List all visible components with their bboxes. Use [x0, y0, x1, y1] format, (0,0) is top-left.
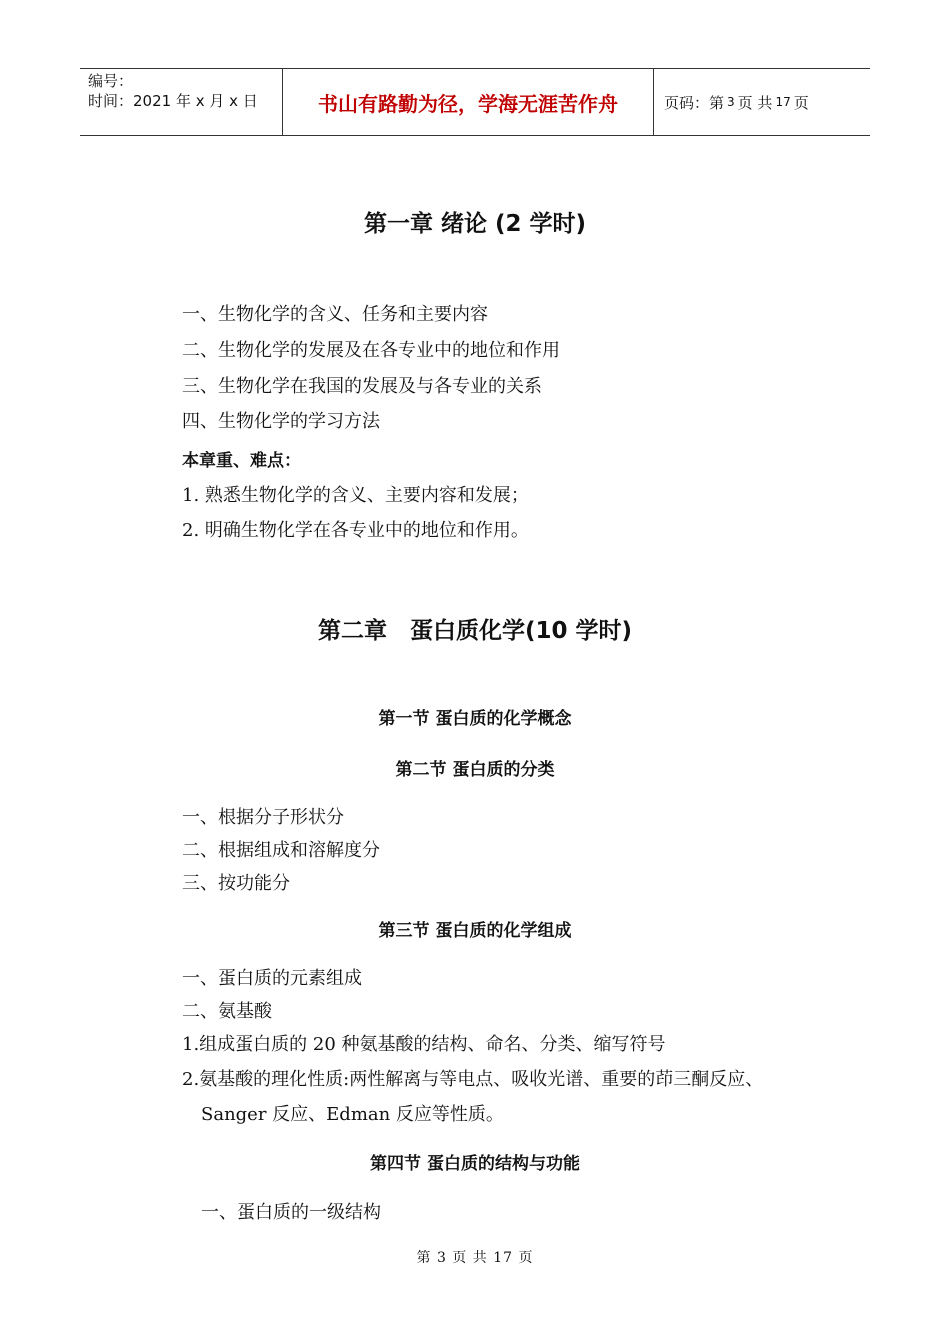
section4-item: 一、蛋白质的一级结构: [201, 1202, 381, 1223]
chapter1-item: 二、生物化学的发展及在各专业中的地位和作用: [182, 340, 560, 361]
section3-item: Sanger 反应、Edman 反应等性质。: [201, 1104, 504, 1125]
section4-title: 第四节 蛋白质的结构与功能: [370, 1154, 580, 1174]
chapter1-item: 三、生物化学在我国的发展及与各专业的关系: [182, 376, 542, 397]
chapter1-item: 四、生物化学的学习方法: [182, 411, 380, 432]
chapter1-title: 第一章 绪论 (2 学时): [363, 211, 587, 237]
date-line: 时间：2021 年 x 月 x 日: [88, 92, 258, 110]
section3-item: 一、蛋白质的元素组成: [182, 968, 362, 989]
page-current: 3: [727, 95, 735, 109]
section2-item: 二、根据组成和溶解度分: [182, 840, 380, 861]
serial-label: 编号：: [88, 72, 134, 90]
page-prefix: 页码：第: [664, 93, 725, 112]
chapter1-item: 一、生物化学的含义、任务和主要内容: [182, 304, 488, 325]
section3-item: 1.组成蛋白质的 20 种氨基酸的结构、命名、分类、缩写符号: [182, 1034, 666, 1055]
page-suffix: 页: [793, 93, 809, 112]
header-meta: [80, 69, 282, 135]
page-footer: 第 3 页 共 17 页: [416, 1250, 534, 1266]
section3-title: 第三节 蛋白质的化学组成: [378, 921, 572, 941]
chapter2-title: 第二章 蛋白质化学(10 学时): [317, 618, 633, 644]
page-mid: 页 共: [737, 93, 773, 112]
section1-title: 第一节 蛋白质的化学概念: [378, 709, 572, 729]
key-points-label: 本章重、难点：: [182, 451, 301, 471]
key-point: 1. 熟悉生物化学的含义、主要内容和发展；: [182, 485, 529, 506]
section2-item: 三、按功能分: [182, 873, 290, 894]
header-motto: 书山有路勤为径，学海无涯苦作舟: [282, 69, 654, 135]
page-total: 17: [775, 95, 791, 109]
section3-item: 2.氨基酸的理化性质:两性解离与等电点、吸收光谱、重要的茚三酮反应、: [182, 1069, 764, 1090]
key-point: 2. 明确生物化学在各专业中的地位和作用。: [182, 520, 529, 541]
section3-item: 二、氨基酸: [182, 1001, 272, 1022]
section2-title: 第二节 蛋白质的分类: [395, 760, 555, 780]
section2-item: 一、根据分子形状分: [182, 807, 344, 828]
page-header: [80, 68, 870, 136]
header-page-info: [654, 69, 870, 135]
